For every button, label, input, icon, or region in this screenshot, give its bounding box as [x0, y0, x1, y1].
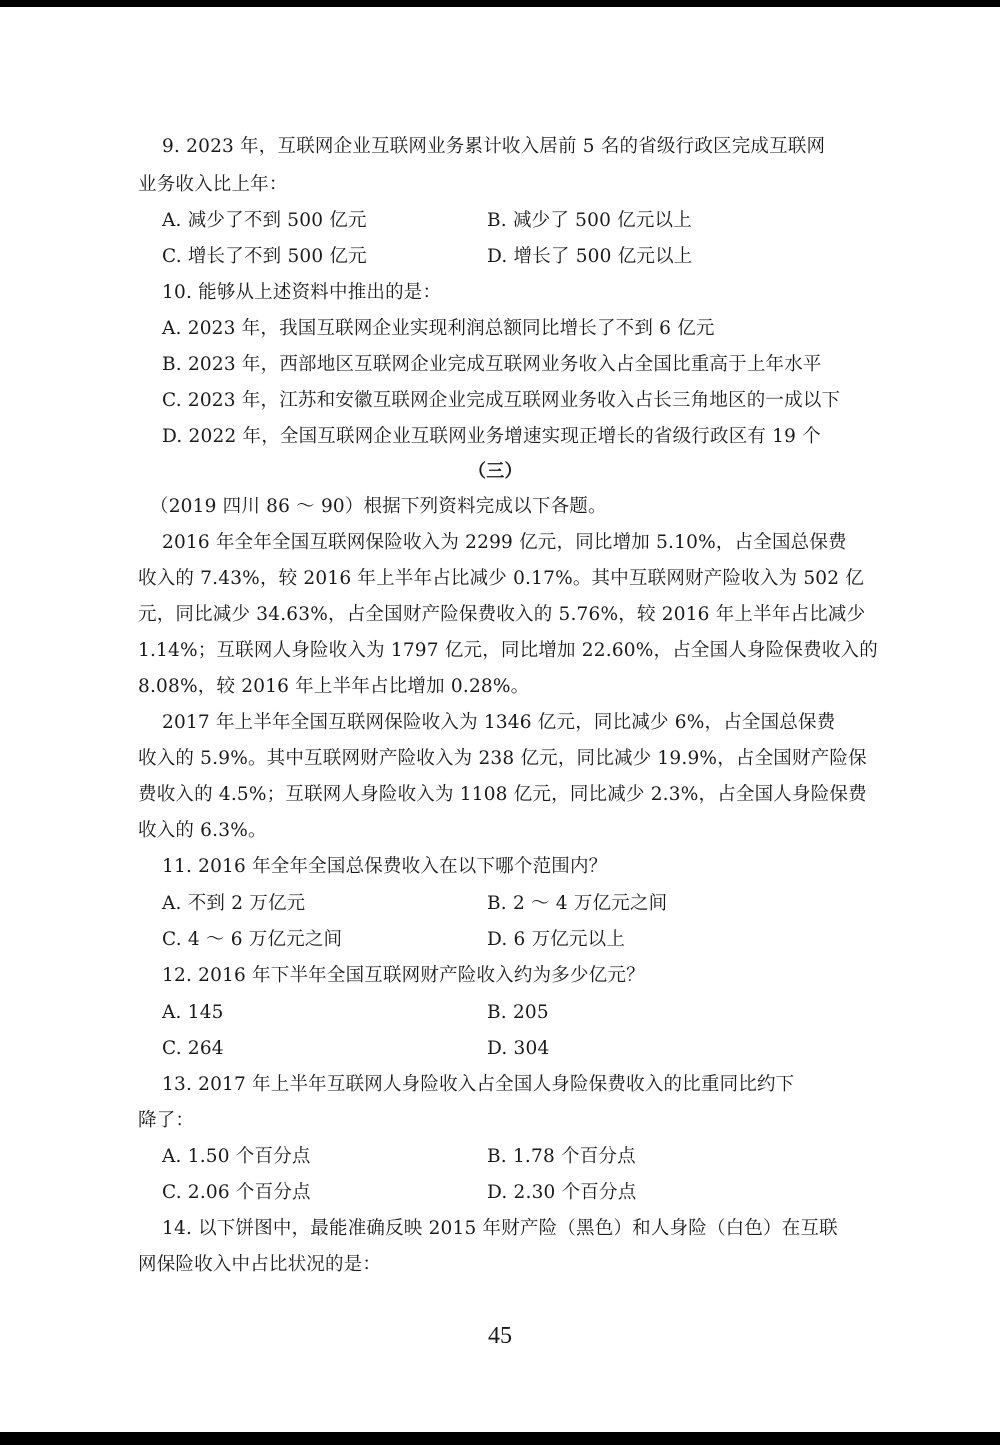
- scan-border-top: [0, 0, 1000, 7]
- q13-option-a: A. 1.50 个百分点: [162, 1146, 311, 1167]
- q12-option-b: B. 205: [487, 1002, 549, 1023]
- q12-option-c: C. 264: [162, 1038, 224, 1059]
- section-heading: （三）: [468, 461, 523, 482]
- q9-option-a: A. 减少了不到 500 亿元: [162, 210, 367, 231]
- q11-option-b: B. 2 ～ 4 万亿元之间: [487, 893, 668, 914]
- para1-line3: 元，同比减少 34.63%，占全国财产险保费收入的 5.76%，较 2016 年上半年占比减少: [138, 604, 866, 625]
- para1-line5: 8.08%，较 2016 年上半年占比增加 0.28%。: [138, 676, 530, 697]
- q10-option-c: C. 2023 年，江苏和安徽互联网企业完成互联网业务收入占长三角地区的一成以下: [162, 390, 841, 411]
- q11-option-d: D. 6 万亿元以上: [487, 929, 626, 950]
- para2-line1: 2017 年上半年全国互联网保险收入为 1346 亿元，同比减少 6%，占全国总保费: [162, 712, 836, 733]
- q13-stem-line1: 13. 2017 年上半年互联网人身险收入占全国人身险保费收入的比重同比约下: [162, 1074, 795, 1095]
- q10-option-a: A. 2023 年，我国互联网企业实现利润总额同比增长了不到 6 亿元: [162, 318, 715, 339]
- q9-option-b: B. 减少了 500 亿元以上: [487, 210, 692, 231]
- para1-line1: 2016 年全年全国互联网保险收入为 2299 亿元，同比增加 5.10%，占全国总保费: [162, 532, 847, 553]
- q13-option-d: D. 2.30 个百分点: [487, 1182, 637, 1203]
- para1-line4: 1.14%；互联网人身险收入为 1797 亿元，同比增加 22.60%，占全国人身险保费收入的: [138, 640, 878, 661]
- para2-line3: 费收入的 4.5%；互联网人身险收入为 1108 亿元，同比减少 2.3%，占全国人身险保费: [138, 784, 867, 805]
- q13-option-b: B. 1.78 个百分点: [487, 1146, 636, 1167]
- para2-line4: 收入的 6.3%。: [138, 820, 267, 841]
- q9-stem-line2: 业务收入比上年：: [138, 174, 288, 195]
- page-number: 45: [488, 1323, 512, 1349]
- q10-option-b: B. 2023 年，西部地区互联网企业完成互联网业务收入占全国比重高于上年水平: [162, 354, 822, 375]
- q11-stem: 11. 2016 年全年全国总保费收入在以下哪个范围内？: [162, 856, 608, 877]
- q14-stem-line2: 网保险收入中占比状况的是：: [138, 1254, 382, 1275]
- q9-option-d: D. 增长了 500 亿元以上: [487, 246, 693, 267]
- q9-option-c: C. 增长了不到 500 亿元: [162, 246, 367, 267]
- q14-stem-line1: 14. 以下饼图中，最能准确反映 2015 年财产险（黑色）和人身险（白色）在互联: [162, 1218, 838, 1239]
- scan-border-bottom: [0, 1432, 1000, 1445]
- q12-option-a: A. 145: [162, 1002, 224, 1023]
- q10-option-d: D. 2022 年，全国互联网企业互联网业务增速实现正增长的省级行政区有 19 个: [162, 426, 821, 447]
- q12-option-d: D. 304: [487, 1038, 550, 1059]
- para2-line2: 收入的 5.9%。其中互联网财产险收入为 238 亿元，同比减少 19.9%，占全国财产险保: [138, 748, 867, 769]
- q11-option-a: A. 不到 2 万亿元: [162, 893, 306, 914]
- q9-stem-line1: 9. 2023 年，互联网企业互联网业务累计收入居前 5 名的省级行政区完成互联网: [162, 136, 826, 157]
- q11-option-c: C. 4 ～ 6 万亿元之间: [162, 929, 343, 950]
- q13-stem-line2: 降了：: [138, 1110, 195, 1131]
- section-source: （2019 四川 86 ～ 90）根据下列资料完成以下各题。: [150, 496, 607, 517]
- q13-option-c: C. 2.06 个百分点: [162, 1182, 311, 1203]
- q12-stem: 12. 2016 年下半年全国互联网财产险收入约为多少亿元？: [162, 965, 645, 986]
- para1-line2: 收入的 7.43%，较 2016 年上半年占比减少 0.17%。其中互联网财产险收入为 502 亿: [138, 568, 865, 589]
- q10-stem: 10. 能够从上述资料中推出的是：: [162, 282, 442, 303]
